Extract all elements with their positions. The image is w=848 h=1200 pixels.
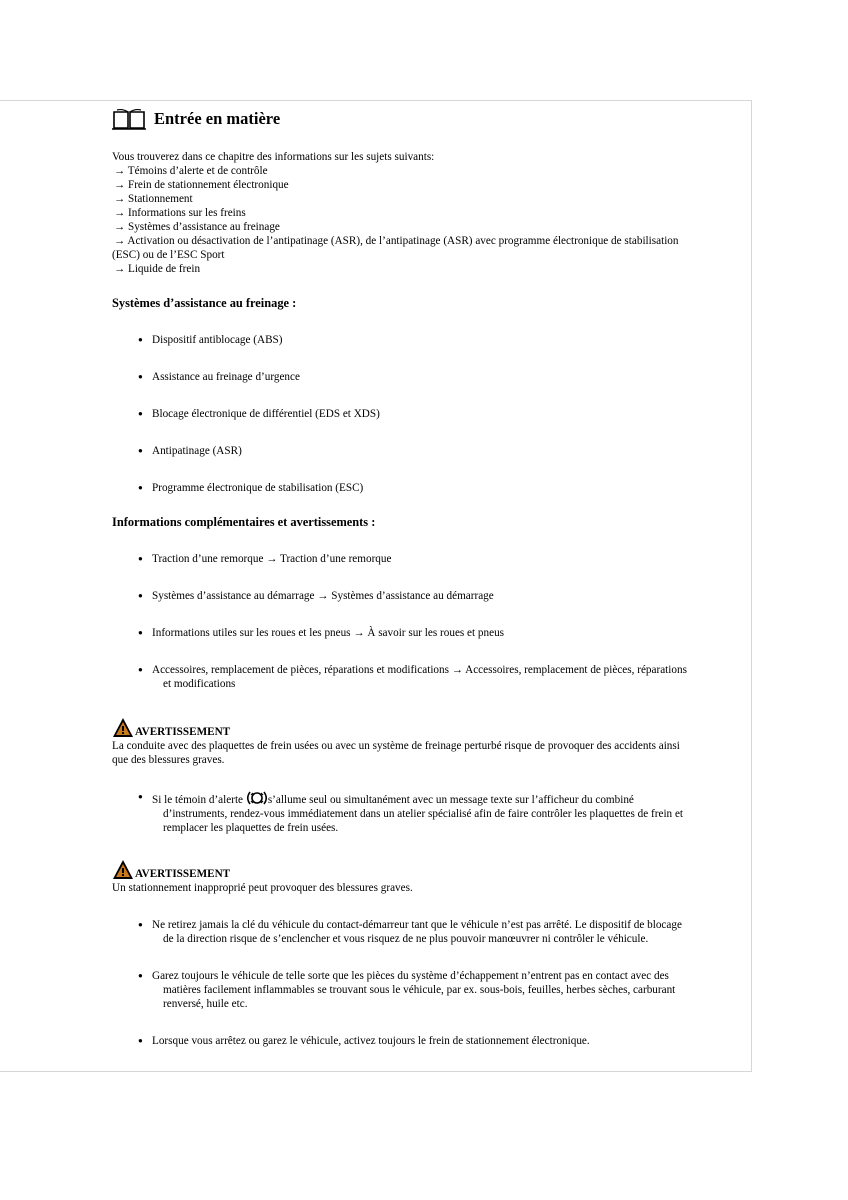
warning-block	[112, 717, 742, 835]
warning-text: La conduite avec des plaquettes de frein usées ou avec un système de freinage perturbé risque de provoquer des accidents ainsi	[112, 740, 680, 752]
warning-list	[112, 918, 742, 1048]
list-item: ● Si le témoin d’alerte s’allume seul ou simultanément avec un message texte sur l’afficheur du combiné d’instruments, rendez-vous immédiatement dans un atelier spécialisé afin de faire contrôler les plaquettes de frein et remplacer les plaquettes de frein usées.	[112, 790, 742, 835]
brake-pad-warning-icon	[247, 790, 267, 806]
intro-link[interactable]: → Systèmes d’assistance au freinage	[114, 221, 280, 233]
list-item: ● Ne retirez jamais la clé du véhicule du contact-démarreur tant que le véhicule n’est pas arrêté. Le dispositif de blocage de la direction risque de s’enclencher et vous risquez de ne plus pouvoir manœuvrer ni contrôler le véhicule.	[112, 918, 742, 946]
warning-list	[112, 790, 742, 835]
intro-link[interactable]: → Activation ou désactivation de l’antipatinage (ASR), de l’antipatinage (ASR) avec programme électronique de stabilisation	[114, 235, 679, 247]
document-content	[112, 102, 742, 1048]
list-item: ● Antipatinage (ASR)	[112, 444, 742, 458]
section-heading	[112, 102, 742, 136]
extra-info-list	[112, 552, 742, 691]
list-item: ● Blocage électronique de différentiel (EDS et XDS)	[112, 407, 742, 421]
warning-label: AVERTISSEMENT	[135, 726, 231, 738]
intro-link[interactable]: → Frein de stationnement électronique	[114, 179, 289, 191]
list-item: ● Lorsque vous arrêtez ou garez le véhicule, activez toujours le frein de stationnement électronique.	[112, 1034, 742, 1048]
intro-lead: Vous trouverez dans ce chapitre des informations sur les sujets suivants:	[112, 151, 435, 163]
list-item: ● Garez toujours le véhicule de telle sorte que les pièces du système d’échappement n’entrent pas en contact avec des matières facilement inflammables se trouvant sous le véhicule, par ex. sous-bois, feuilles, herbes sèches, carburant renversé, huile etc.	[112, 969, 742, 1011]
warning-label: AVERTISSEMENT	[135, 868, 231, 880]
list-item: ● Programme électronique de stabilisation (ESC)	[112, 481, 742, 495]
intro-link[interactable]: → Stationnement	[114, 193, 193, 205]
intro-block	[112, 150, 742, 276]
warning-triangle-icon	[112, 859, 134, 881]
warning-text: Un stationnement inapproprié peut provoquer des blessures graves.	[112, 882, 413, 894]
intro-link[interactable]: → Témoins d’alerte et de contrôle	[114, 165, 268, 177]
list-item-link[interactable]: ● Informations utiles sur les roues et les pneus → À savoir sur les roues et pneus	[112, 626, 742, 640]
warning-block	[112, 859, 742, 1048]
book-icon	[112, 108, 146, 130]
warning-header	[112, 717, 742, 739]
page-title: Entrée en matière	[154, 109, 281, 128]
extra-info-title: Informations complémentaires et avertissements :	[112, 515, 376, 529]
list-item-link[interactable]: ● Traction d’une remorque → Traction d’une remorque	[112, 552, 742, 566]
brake-assist-list	[112, 333, 742, 495]
warning-text: que des blessures graves.	[112, 754, 225, 766]
list-item-link[interactable]: ● Accessoires, remplacement de pièces, réparations et modifications → Accessoires, remplacement de pièces, réparations et modifications	[112, 663, 742, 691]
list-item-link[interactable]: ● Systèmes d’assistance au démarrage → Systèmes d’assistance au démarrage	[112, 589, 742, 603]
intro-link-continuation[interactable]: (ESC) ou de l’ESC Sport	[112, 249, 225, 261]
brake-assist-title: Systèmes d’assistance au freinage :	[112, 296, 297, 310]
intro-link[interactable]: → Informations sur les freins	[114, 207, 246, 219]
warning-triangle-icon	[112, 717, 134, 739]
warning-header	[112, 859, 742, 881]
list-item: ● Dispositif antiblocage (ABS)	[112, 333, 742, 347]
list-item: ● Assistance au freinage d’urgence	[112, 370, 742, 384]
intro-link[interactable]: → Liquide de frein	[114, 263, 201, 275]
